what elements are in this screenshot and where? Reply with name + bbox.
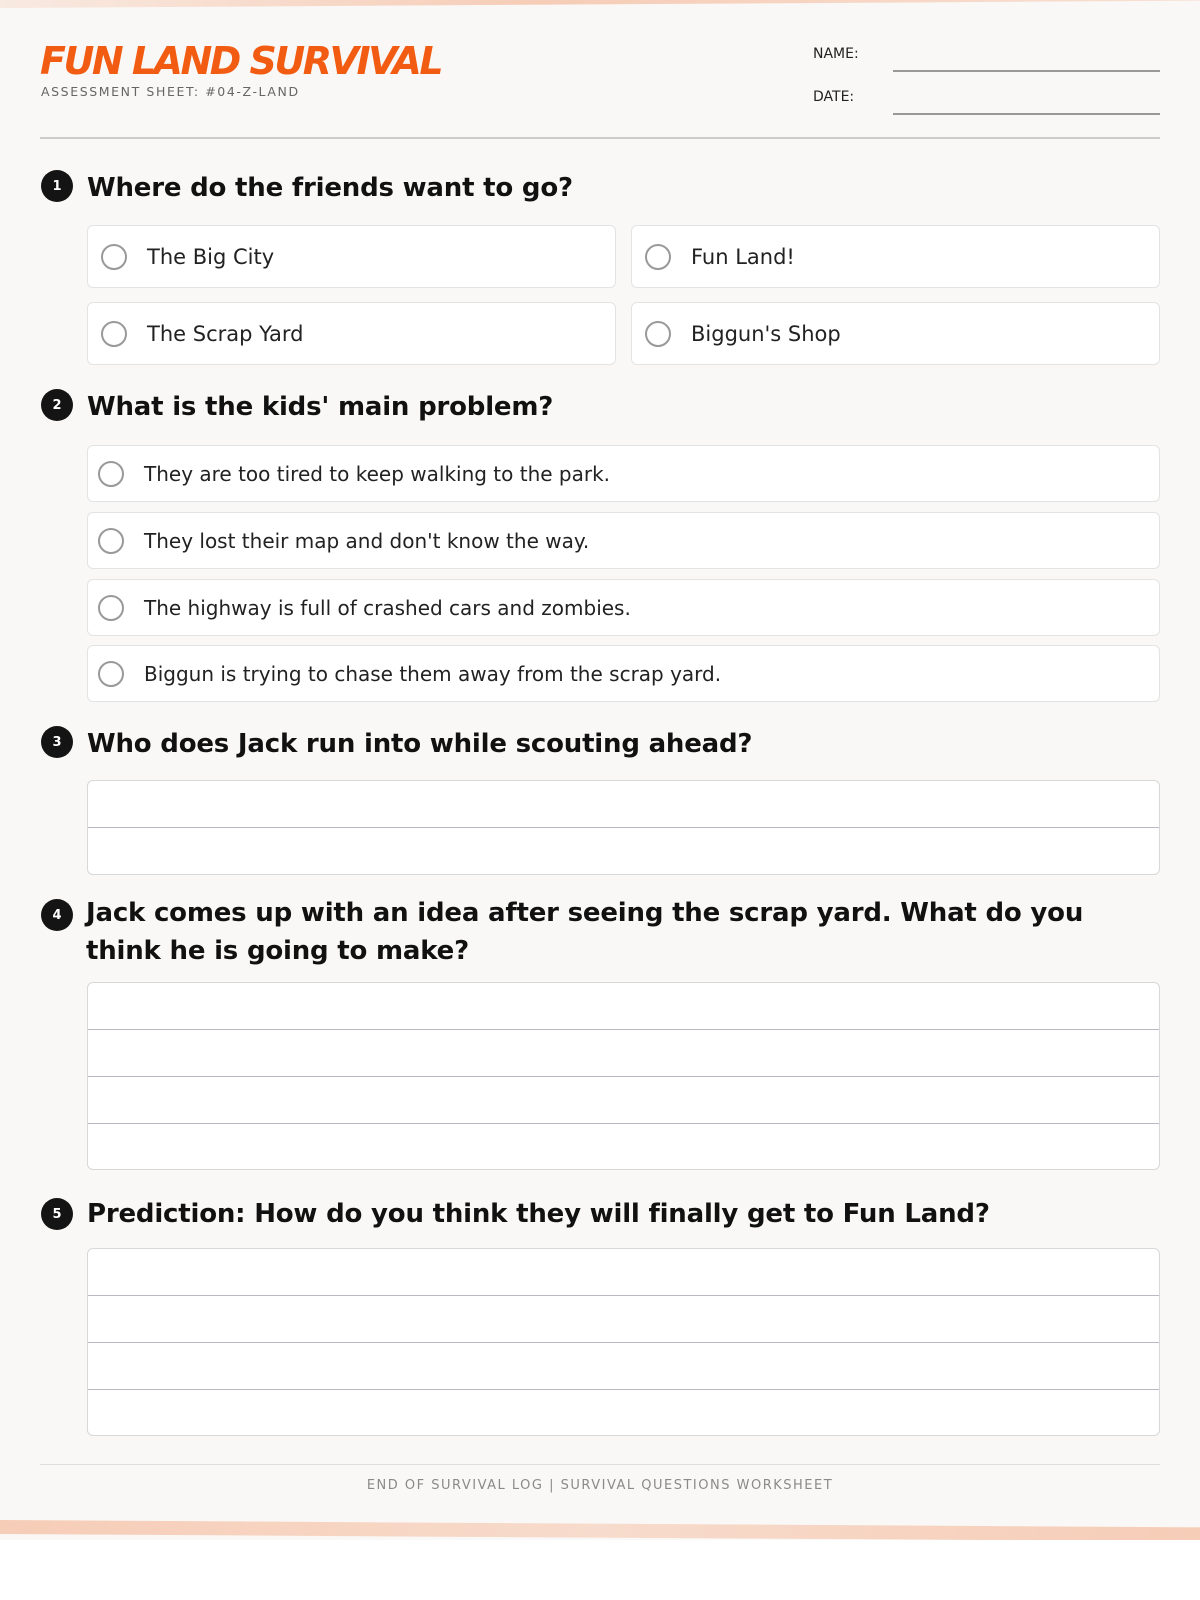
answer-line[interactable] <box>88 1124 1159 1170</box>
worksheet-title: FUN LAND SURVIVAL <box>40 39 442 83</box>
radio-button-icon[interactable] <box>645 244 671 270</box>
name-field[interactable] <box>813 46 1160 76</box>
q1-option-label: The Scrap Yard <box>147 321 304 346</box>
q2-option-label: They are too tired to keep walking to the park. <box>144 461 611 486</box>
date-field[interactable] <box>813 89 1160 119</box>
radio-button-icon[interactable] <box>645 321 671 347</box>
worksheet-footer: END OF SURVIVAL LOG | SURVIVAL QUESTIONS WORKSHEET <box>366 1478 834 1493</box>
footer-divider <box>40 1464 1160 1465</box>
radio-button-icon[interactable] <box>101 244 127 270</box>
question-1-text: Where do the friends want to go? <box>87 173 573 203</box>
q1-option-the-big-city[interactable] <box>87 225 616 288</box>
answer-line[interactable] <box>88 1296 1159 1343</box>
assessment-sheet-id: ASSESSMENT SHEET: #04-Z-LAND <box>41 84 300 99</box>
radio-button-icon[interactable] <box>98 528 124 554</box>
header-divider <box>40 137 1160 139</box>
question-3-number-badge: 3 <box>41 726 73 758</box>
date-input-line[interactable] <box>893 113 1160 115</box>
q2-option-biggun-chase[interactable] <box>87 645 1160 702</box>
q1-option-biggun-shop[interactable] <box>631 302 1160 365</box>
q5-answer-box[interactable] <box>87 1248 1160 1436</box>
q1-option-label: The Big City <box>147 244 275 269</box>
q2-option-label: Biggun is trying to chase them away from the scrap yard. <box>144 661 722 686</box>
answer-line[interactable] <box>88 1390 1159 1436</box>
question-2-text: What is the kids' main problem? <box>87 392 554 422</box>
q2-option-label: The highway is full of crashed cars and zombies. <box>144 595 631 620</box>
question-4-number-badge: 4 <box>41 899 73 931</box>
answer-line[interactable] <box>88 1030 1159 1077</box>
q2-option-lost-map[interactable] <box>87 512 1160 569</box>
bottom-edge-decoration <box>0 1520 1200 1540</box>
q2-option-too-tired[interactable] <box>87 445 1160 502</box>
question-5-text: Prediction: How do you think they will finally get to Fun Land? <box>87 1199 990 1229</box>
answer-line[interactable] <box>88 1077 1159 1124</box>
radio-button-icon[interactable] <box>98 461 124 487</box>
answer-line[interactable] <box>88 1343 1159 1390</box>
q2-option-label: They lost their map and don't know the way. <box>144 528 590 553</box>
date-label: DATE: <box>813 89 855 105</box>
top-edge-decoration <box>0 0 1200 8</box>
q1-option-label: Fun Land! <box>691 244 795 269</box>
name-input-line[interactable] <box>893 70 1160 72</box>
q1-option-label: Biggun's Shop <box>691 321 841 346</box>
answer-line[interactable] <box>88 1249 1159 1296</box>
q3-answer-box[interactable] <box>87 780 1160 875</box>
q1-option-fun-land[interactable] <box>631 225 1160 288</box>
answer-line[interactable] <box>88 781 1159 828</box>
answer-line[interactable] <box>88 983 1159 1030</box>
question-3-text: Who does Jack run into while scouting ahead? <box>87 729 753 759</box>
question-4-text-line-2: think he is going to make? <box>86 936 469 966</box>
worksheet-header <box>40 36 1160 136</box>
radio-button-icon[interactable] <box>98 661 124 687</box>
radio-button-icon[interactable] <box>101 321 127 347</box>
question-4-text-line-1: Jack comes up with an idea after seeing the scrap yard. What do you <box>86 898 1084 928</box>
question-2-number-badge: 2 <box>41 389 73 421</box>
q4-answer-box[interactable] <box>87 982 1160 1170</box>
radio-button-icon[interactable] <box>98 595 124 621</box>
question-5-number-badge: 5 <box>41 1198 73 1230</box>
q1-option-the-scrap-yard[interactable] <box>87 302 616 365</box>
question-1-number-badge: 1 <box>41 170 73 202</box>
answer-line[interactable] <box>88 828 1159 875</box>
name-label: NAME: <box>813 46 859 62</box>
q2-option-highway-zombies[interactable] <box>87 579 1160 636</box>
